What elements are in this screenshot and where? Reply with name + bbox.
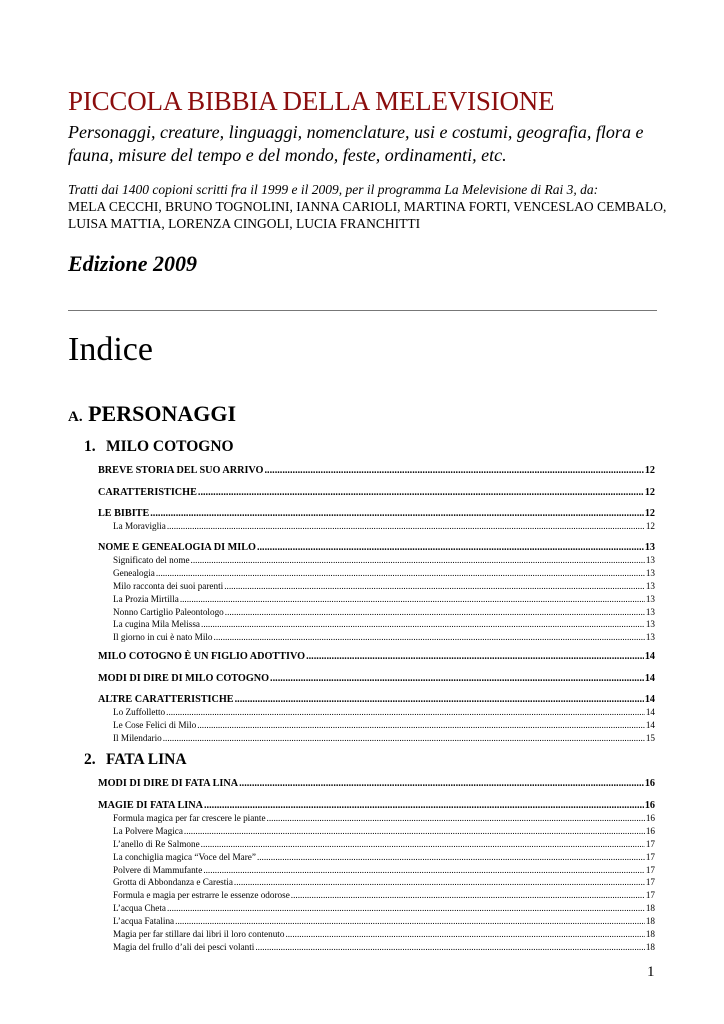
toc-subentry[interactable]: Lo Zuffolletto ..... 14 [98, 706, 655, 719]
section-title: PERSONAGGI [88, 401, 237, 426]
chapter-number: 1. [84, 438, 96, 455]
toc-subentry[interactable]: La conchiglia magica “Voce del Mare” ..... 17 [98, 851, 655, 864]
toc-subentry[interactable]: Milo racconta dei suoi parenti ..... 13 [98, 580, 655, 593]
toc-entry[interactable]: LE BIBITE ..... 12 [98, 507, 655, 520]
toc-subentry[interactable]: Nonno Cartiglio Paleontologo ..... 13 [98, 606, 655, 619]
section-letter: A. [68, 409, 83, 425]
chapter-heading [84, 751, 187, 769]
document-title: PICCOLA BIBBIA DELLA MELEVISIONE [68, 86, 555, 116]
toc-subentry[interactable]: La cugina Mila Melissa ..... 13 [98, 618, 655, 631]
credits-intro: Tratti dai 1400 copioni scritti fra il 1999 e il 2009, per il programma La Melevisione di Rai 3, da: [68, 182, 599, 197]
toc-entry[interactable]: ALTRE CARATTERISTICHE ..... 14 [98, 693, 655, 706]
index-heading: Indice [68, 331, 153, 368]
toc-subentry[interactable]: Formula magica per far crescere le piante ..... 16 [98, 812, 655, 825]
section-heading [68, 401, 236, 427]
toc-subentry[interactable]: L’acqua Fatalina ..... 18 [98, 915, 655, 928]
toc-subentry[interactable]: La Polvere Magica ..... 16 [98, 825, 655, 838]
edition-label: Edizione 2009 [68, 251, 197, 276]
toc-chapter-1 [98, 464, 655, 477]
toc-subentry[interactable]: La Prozia Mirtilla ..... 13 [98, 593, 655, 606]
chapter-heading [84, 438, 234, 456]
toc-subentry[interactable]: Magia per far stillare dai libri il loro contenuto ..... 18 [98, 928, 655, 941]
toc-entry[interactable]: CARATTERISTICHE ..... 12 [98, 486, 655, 499]
horizontal-rule [68, 310, 657, 311]
toc-entry[interactable]: MODI DI DIRE DI FATA LINA ..... 16 [98, 777, 655, 790]
chapter-title: FATA LINA [106, 751, 187, 768]
toc-subentry[interactable]: Magia del frullo d’ali dei pesci volanti ..... 18 [98, 941, 655, 954]
document-subtitle: Personaggi, creature, linguaggi, nomenclature, usi e costumi, geografia, flora e fauna, misure del tempo e del mondo, feste, ordinamenti, etc. [68, 122, 644, 165]
toc-group [98, 541, 655, 644]
toc-group [98, 672, 655, 685]
toc-subentry[interactable]: Il Milendario ..... 15 [98, 732, 655, 745]
toc-entry[interactable]: MODI DI DIRE DI MILO COTOGNO ..... 14 [98, 672, 655, 685]
page-number: 1 [647, 964, 655, 980]
toc-subentry[interactable]: Grotta di Abbondanza e Carestia ..... 17 [98, 876, 655, 889]
toc-subentry[interactable]: L’acqua Cheta ..... 18 [98, 902, 655, 915]
toc-subentry[interactable]: Il giorno in cui è nato Milo ..... 13 [98, 631, 655, 644]
toc-subentry[interactable]: Polvere di Mammufante ..... 17 [98, 864, 655, 877]
toc-subentry[interactable]: Genealogia ..... 13 [98, 567, 655, 580]
toc-subentry[interactable]: Formula e magia per estrarre le essenze odorose ..... 17 [98, 889, 655, 902]
toc-subentry[interactable]: Le Cose Felici di Milo ..... 14 [98, 719, 655, 732]
toc-group [98, 507, 655, 533]
toc-group [98, 650, 655, 663]
chapter-title: MILO COTOGNO [106, 438, 234, 455]
chapter-number: 2. [84, 751, 96, 768]
toc-subentry[interactable]: L’anello di Re Salmone ..... 17 [98, 838, 655, 851]
toc-entry[interactable]: BREVE STORIA DEL SUO ARRIVO ..... 12 [98, 464, 655, 477]
toc-entry[interactable]: MAGIE DI FATA LINA ..... 16 [98, 799, 655, 812]
toc-subentry[interactable]: La Moraviglia ..... 12 [98, 520, 655, 533]
toc-group [98, 799, 655, 954]
credits-names: MELA CECCHI, BRUNO TOGNOLINI, IANNA CARIOLI, MARTINA FORTI, VENCESLAO CEMBALO, LUISA MATTIA, LORENZA CINGOLI, LUCIA FRANCHITTI [68, 199, 667, 231]
toc-subentry[interactable]: Significato del nome ..... 13 [98, 554, 655, 567]
toc-group [98, 486, 655, 499]
toc-chapter-2 [98, 777, 655, 790]
toc-group [98, 693, 655, 745]
toc-entry[interactable]: MILO COTOGNO È UN FIGLIO ADOTTIVO ..... 14 [98, 650, 655, 663]
toc-entry[interactable]: NOME E GENEALOGIA DI MILO ..... 13 [98, 541, 655, 554]
